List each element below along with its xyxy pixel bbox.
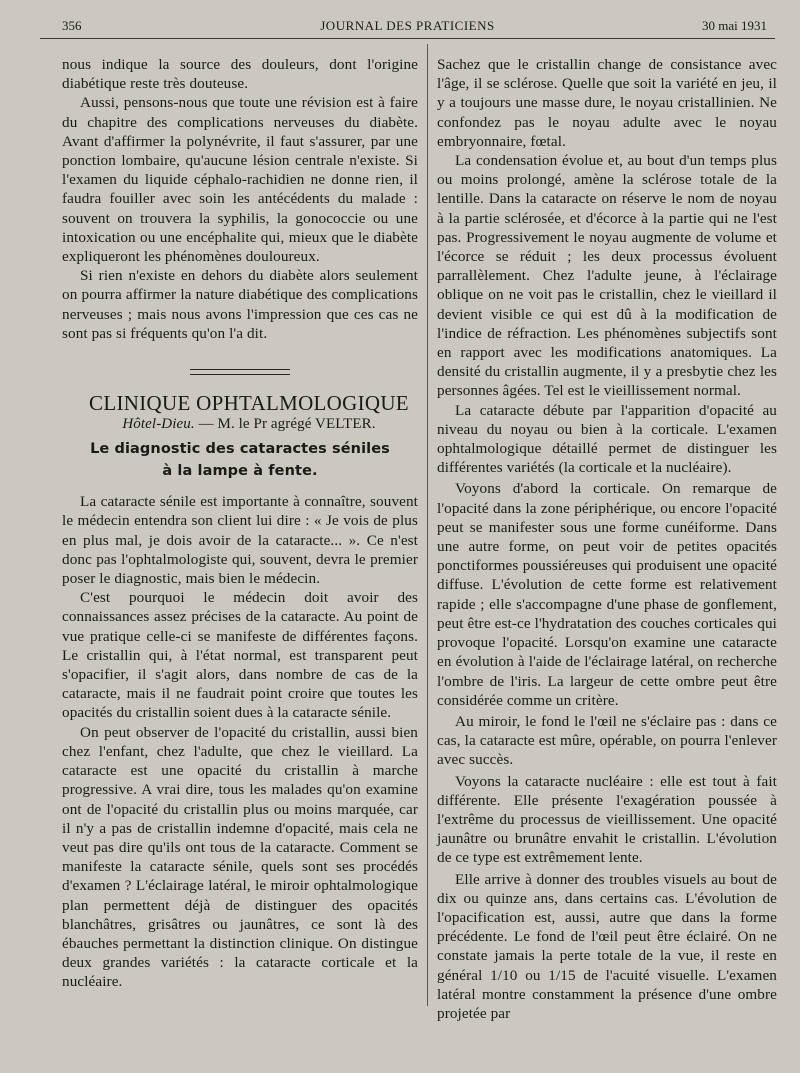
running-head xyxy=(40,16,775,39)
paragraph: nous indique la source des douleurs, dont l'origine diabétique reste très douteuse. xyxy=(62,56,418,93)
section-title: CLINIQUE OPHTALMOLOGIQUE xyxy=(89,391,409,416)
issue-date: 30 mai 1931 xyxy=(702,18,767,33)
paragraph: La cataracte sénile est importante à connaître, souvent le médecin entendra son client lui dire : « Je vois de plus en plus mal, je dois avoir de la cataracte... ». Ce n'est donc pas l'ophtalmologiste qui, souvent, devra le premier poser le diagnostic, mais bien le médecin. xyxy=(62,493,418,588)
page-number: 356 xyxy=(62,18,82,33)
paragraph: On peut observer de l'opacité du cristallin, aussi bien chez l'enfant, chez l'adulte, que chez le vieillard. La cataracte est une opacité du cristallin à marche progressive. A vrai dire, tous les malades qu'on examine ont de l'opacité du cristallin plus ou moins marquée, car il n'y a pas de cristallin indemne d'opacité, mais cela ne veut pas dire qu'ils ont tous de la cataracte. Comment se manifeste la cataracte sénile, quels sont ses procédés d'examen ? L'éclairage latéral, le miroir ophtalmologique plan permettent déjà de distinguer des opacités blanchâtres, grisâtres ou jaunâtres, ce sont là des ébauches permettant la distinction clinique. On distingue deux grandes variétés : la cataracte corticale et la nucléaire. xyxy=(62,723,418,991)
paragraph: Elle arrive à donner des troubles visuels au bout de dix ou quinze ans, dans certains cas. L'évolution de l'opacification est, aussi, autre que dans la forme précédente. Le fond de l'œil peut être éclairé. On ne constate jamais la perte totale de la vue, il reste en général 1/10 ou 1/15 de l'acuité visuelle. L'examen latéral montre constamment la présence d'une ombre projetée par xyxy=(437,870,777,1022)
right-column xyxy=(437,55,777,1023)
paragraph: C'est pourquoi le médecin doit avoir des connaissances assez précises de la cataracte. Au point de vue pratique celle-ci se manifeste de différentes façons. Le cristallin qui, à l'état normal, est transparent peut s'opacifier, il s'agit alors, dans nombre de cas de la cataracte, mais il ne faudrait point croire que toutes les opacités du cristallin soient dues à la cataracte sénile. xyxy=(62,589,418,722)
journal-title: JOURNAL DES PRATICIENS xyxy=(320,18,495,33)
paragraph: La condensation évolue et, au bout d'un temps plus ou moins prolongé, amène la sclérose totale de la lentille. Dans la cataracte on réserve le nom de noyau à la partie sclérosée, et d'écorce à la partie qui ne l'est pas. Progressivement le noyau augmente de volume et l'écorce se réduit ; les deux processus évoluent parrallèlement. Chez l'adulte jeune, à l'éclairage oblique on ne voit pas le cristallin, chez le vieillard il devient visible ce qui est dû à la modification de l'indice de réfraction. Les phénomènes subjectifs sont en rapport avec les modifications anatomiques. La densité du cristallin augmente, il y a presbytie chez les personnes âgées. Tel est le vieillissement normal. xyxy=(437,152,777,400)
byline xyxy=(62,415,418,434)
article-title-line: Le diagnostic des cataractes séniles xyxy=(90,441,390,458)
paragraph: La cataracte débute par l'apparition d'opacité au niveau du noyau ou bien à la corticale. L'examen ophtalmologique détaillé permet de distinguer les différentes variétés (la corticale et la nucléaire). xyxy=(437,401,777,477)
section-separator xyxy=(190,369,290,375)
paragraph: Aussi, pensons-nous que toute une révision est à faire du chapitre des complications nerveuses du diabète. Avant d'affirmer la polynévrite, il faut s'assurer, par une ponction lombaire, qu'aucune lésion centrale n'existe. Si l'examen du liquide céphalo-rachidien ne donne rien, il faudra fouiller avec soin les antécédents du malade : souvent on trouvera la syphilis, la gonococcie ou une intoxication ou une encéphalite qui, mieux que le diabète expliqueront les phénomènes douloureux. xyxy=(62,94,418,266)
paragraph: Au miroir, le fond le l'œil ne s'éclaire pas : dans ce cas, la cataracte est mûre, opérable, on pourra l'enlever avec succès. xyxy=(437,712,777,769)
byline-place: Hôtel-Dieu. xyxy=(122,416,195,433)
article-title xyxy=(62,438,418,482)
paragraph: Voyons la cataracte nucléaire : elle est tout à fait différente. Elle présente l'exagération poussée à l'extrême du processus de vieillissement. Une opacité jaunâtre ou brunâtre envahit le cristallin. L'évolution de ce type est extrêmement lente. xyxy=(437,772,777,867)
article-title-line: à la lampe à fente. xyxy=(162,463,318,480)
byline-author: — M. le Pr agrégé VELTER. xyxy=(194,416,376,433)
column-divider xyxy=(427,44,428,1006)
left-column xyxy=(62,55,418,992)
paragraph: Sachez que le cristallin change de consistance avec l'âge, il se sclérose. Quelle que soit la variété en jeu, il y a toujours une masse dure, le noyau cristallinien. Ne confondez pas le noyau adulte avec le noyau embryonnaire, fœtal. xyxy=(437,56,777,150)
paragraph: Voyons d'abord la corticale. On remarque de l'opacité dans la zone périphérique, ou encore l'opacité peut se manifester sous une forme cunéiforme. Dans une autre forme, on peut voir de petites opacités ponctiformes poussiéreuses qui produisent une opacité diffuse. L'évolution de cette forme est relativement rapide ; elle s'accompagne d'une phase de gonflement, peut être est-ce l'hydratation des couches corticales qui provoque l'opacité. Lorsqu'on examine une cataracte en évolution à l'aide de l'éclairage latéral, on recherche l'ombre de l'iris. La largeur de cette ombre peut être considérée comme un critère. xyxy=(437,480,777,709)
paragraph: Si rien n'existe en dehors du diabète alors seulement on pourra affirmer la nature diabétique des complications nerveuses ; mais nous avons l'impression que ces cas ne sont pas si fréquents qu'on l'a dit. xyxy=(62,267,418,342)
